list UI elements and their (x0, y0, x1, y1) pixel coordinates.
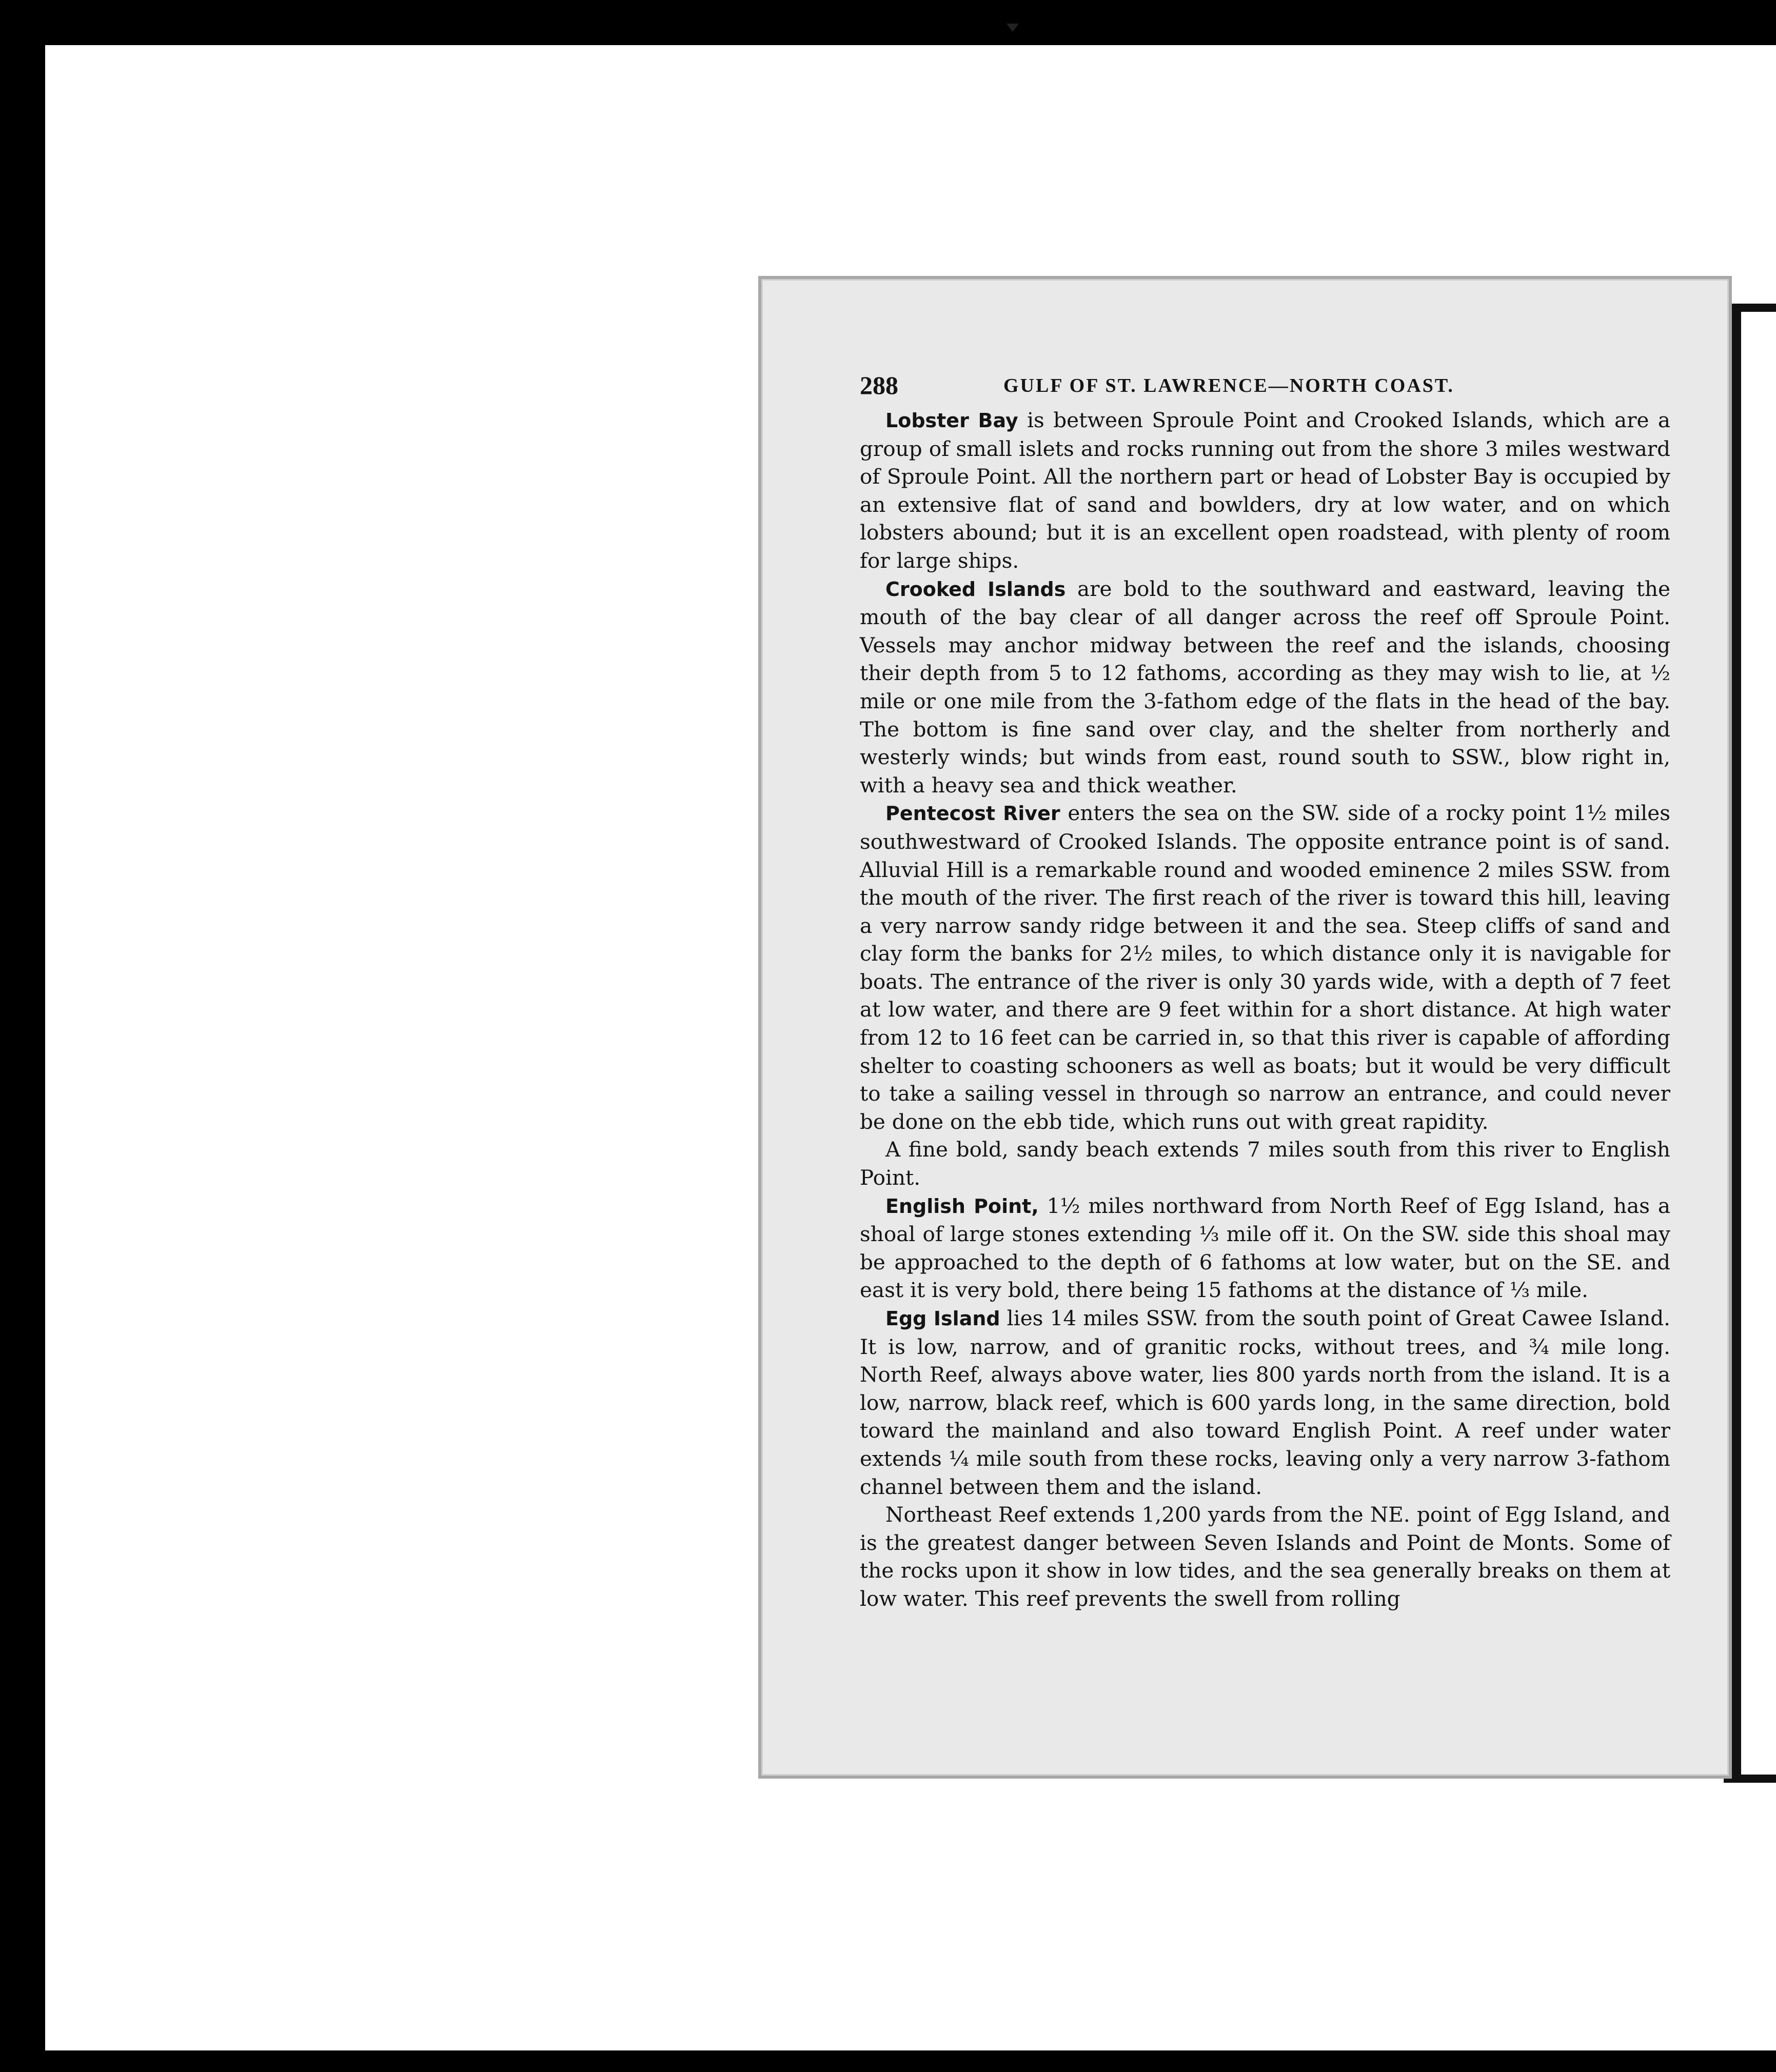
scan-border-bottom (0, 2050, 1776, 2072)
paragraph-text: enters the sea on the SW. side of a rocky point 1½ miles southwestward of Crooked Islands. The opposite entrance point is of sand. Alluvial Hill is a remarkable round and wooded eminence 2 miles SSW. from the mouth of the river. The first reach of the river is toward this hill, leaving a very narrow sandy ridge between it and the sea. Steep cliffs of sand and clay form the banks for 2½ miles, to which distance only it is navigable for boats. The entrance of the river is only 30 yards wide, with a depth of 7 feet at low water, and there are 9 feet within for a short distance. At high water from 12 to 16 feet can be carried in, so that this river is capable of affording shelter to coasting schooners as well as boats; but it would be very difficult to take a sailing vessel in through so narrow an entrance, and could never be done on the ebb tide, which runs out with great rapidity. (860, 801, 1671, 1134)
running-head (860, 370, 1670, 406)
paragraph-text: Northeast Reef extends 1,200 yards from the NE. point of Egg Island, and is the greatest danger between Seven Islands and Point de Monts. Some of the rocks upon it show in low tides, and the sea generally breaks on them at low water. This reef prevents the swell from rolling (860, 1502, 1670, 1611)
paragraph-pentecost-river (860, 799, 1670, 1135)
paragraph-lobster-bay (860, 406, 1670, 575)
running-title: GULF OF ST. LAWRENCE—NORTH COAST. (1003, 375, 1454, 396)
paragraph-egg-island (860, 1304, 1670, 1501)
paragraph-term: Pentecost River (885, 802, 1060, 825)
paragraph-text: are bold to the southward and eastward, leaving the mouth of the bay clear of all danger across the reef off Sproule Point. Vessels may anchor midway between the reef and the islands, choosing their depth from 5 to 12 fathoms, according as they may wish to lie, at ½ mile or one mile from the 3-fathom edge of the flats in the head of the bay. The bottom is fine sand over clay, and the shelter from northerly and westerly winds; but winds from east, round south to SSW., blow right in, with a heavy sea and thick weather. (860, 576, 1670, 798)
page-number: 288 (860, 371, 898, 400)
paragraph-text: 1½ miles northward from North Reef of Egg Island, has a shoal of large stones extending ⅓ mile off it. On the SW. side this shoal may be approached to the depth of 6 fathoms at low water, but on the SE. and east it is very bold, there being 15 fathoms at the distance of ⅓ mile. (860, 1193, 1670, 1303)
paragraph-term: English Point, (885, 1194, 1039, 1218)
paragraph-text: lies 14 miles SSW. from the south point of Great Cawee Island. It is low, narrow, and of granitic rocks, without trees, and ¾ mile long. North Reef, always above water, lies 800 yards north from the island. It is a low, narrow, black reef, which is 600 yards long, in the same direction, bold toward the mainland and also toward English Point. A reef under water extends ¼ mile south from these rocks, leaving only a very narrow 3-fathom channel between them and the island. (860, 1306, 1670, 1499)
paragraph-term: Egg Island (885, 1307, 1000, 1330)
paragraph-text: is between Sproule Point and Crooked Islands, which are a group of small islets and rocks running out from the shore 3 miles westward of Sproule Point. All the northern part or head of Lobster Bay is occupied by an extensive flat of sand and bowlders, dry at low water, and on which lobsters abound; but it is an excellent open roadstead, with plenty of room for large ships. (860, 408, 1670, 573)
paragraph-term: Crooked Islands (885, 577, 1066, 601)
paragraph-text: A fine bold, sandy beach extends 7 miles south from this river to English Point. (860, 1137, 1670, 1190)
scan-mark (1007, 24, 1019, 32)
paragraph-term: Lobster Bay (885, 409, 1018, 432)
paragraph-english-point (860, 1192, 1670, 1304)
page-content (860, 370, 1670, 1613)
paragraph-sandy-beach (860, 1135, 1670, 1191)
paragraph-northeast-reef (860, 1501, 1670, 1612)
document-page (758, 276, 1732, 1779)
paragraph-crooked-islands (860, 575, 1670, 800)
